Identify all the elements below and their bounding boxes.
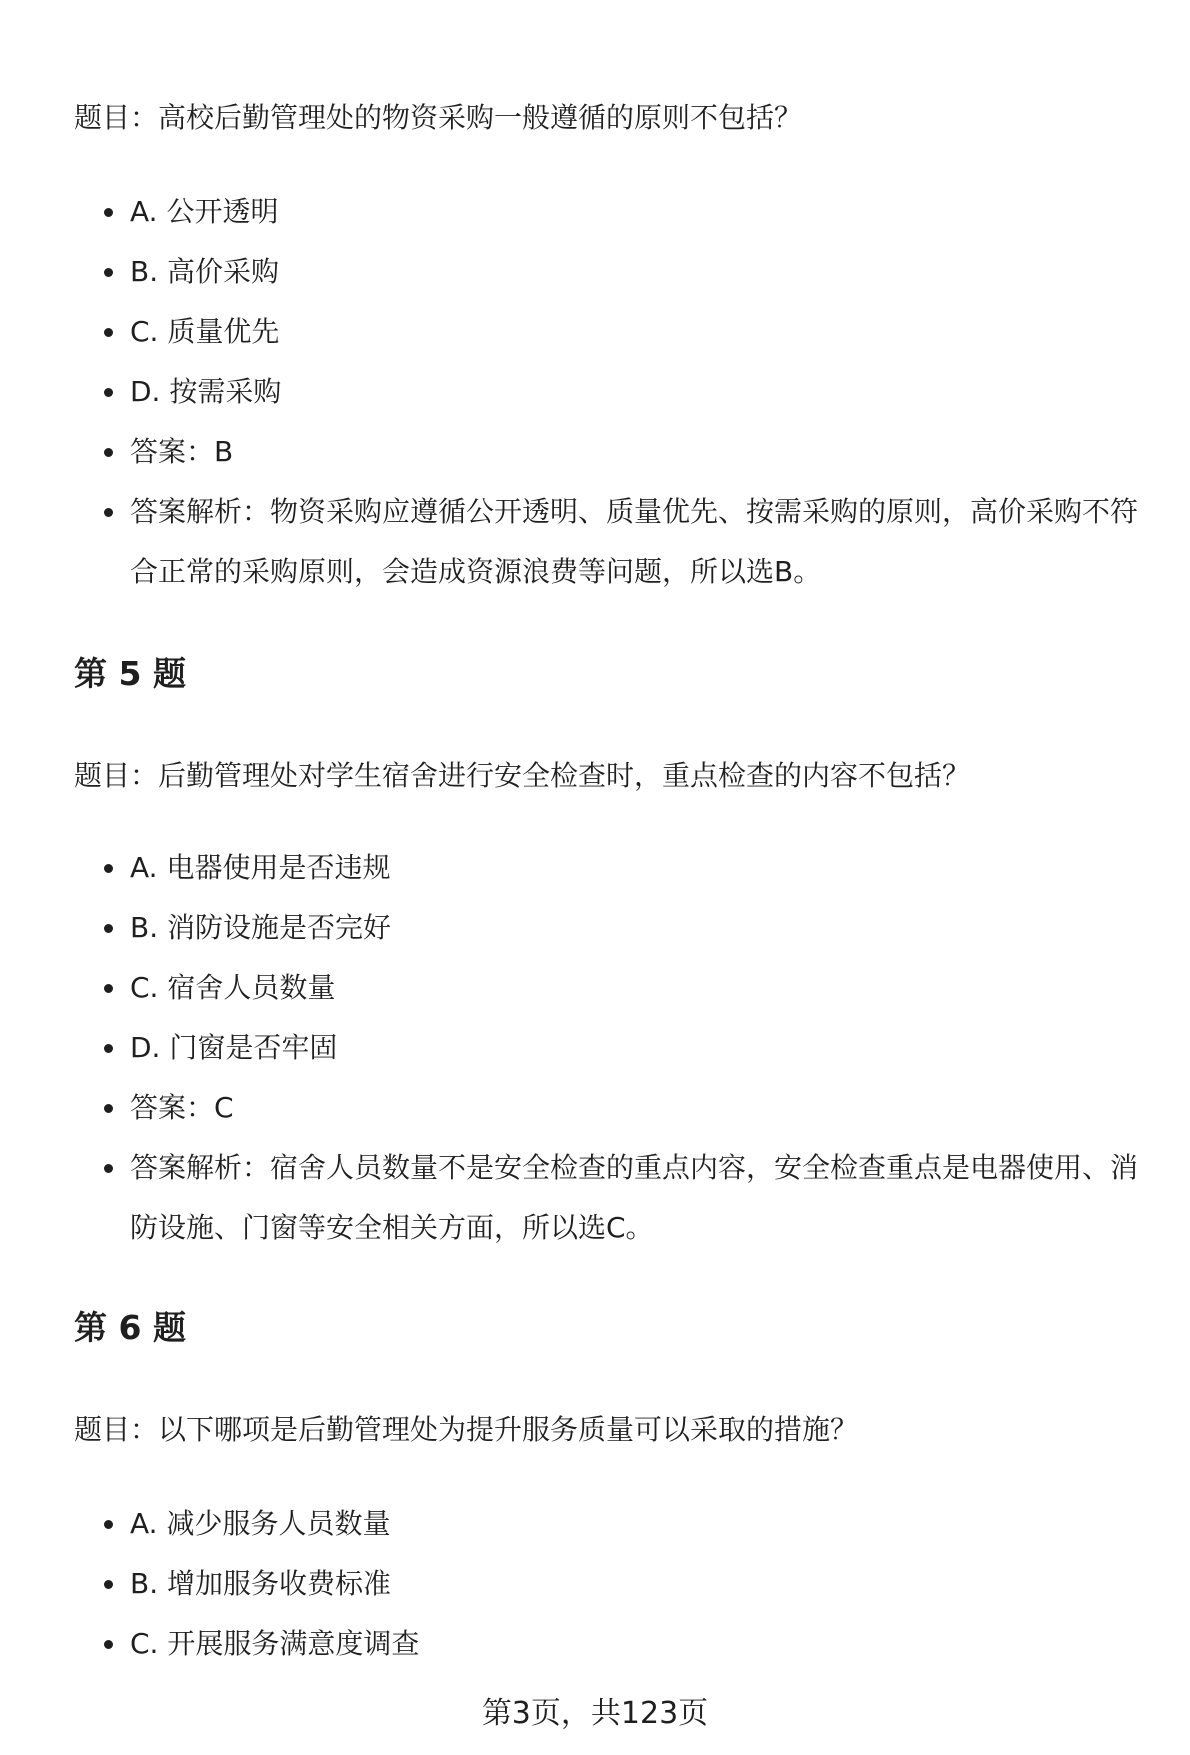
question-text: 题目：以下哪项是后勤管理处为提升服务质量可以采取的措施？ xyxy=(74,1413,859,1446)
bullet-icon xyxy=(104,208,113,217)
option-item: A. 电器使用是否违规 xyxy=(0,838,1190,898)
option-item: C. 开展服务满意度调查 xyxy=(0,1614,1190,1674)
option-item: B. 增加服务收费标准 xyxy=(0,1554,1190,1614)
bullet-icon xyxy=(104,924,113,933)
bullet-icon xyxy=(104,1104,113,1113)
bullet-icon xyxy=(104,984,113,993)
bullet-icon xyxy=(104,1044,113,1053)
question-text: 题目：高校后勤管理处的物资采购一般遵循的原则不包括？ xyxy=(74,101,803,134)
page-footer: 第3页，共123页 xyxy=(481,1696,709,1731)
bullet-icon xyxy=(104,864,113,873)
option-item: A. 减少服务人员数量 xyxy=(0,1494,1190,1554)
option-list xyxy=(0,182,1190,602)
option-item: D. 按需采购 xyxy=(0,362,1190,422)
option-list xyxy=(0,1494,1190,1674)
question-heading: 第 6 题 xyxy=(74,1308,186,1347)
bullet-icon xyxy=(104,1640,113,1649)
option-item: D. 门窗是否牢固 xyxy=(0,1018,1190,1078)
analysis-item: 答案解析：宿舍人员数量不是安全检查的重点内容，安全检查重点是电器使用、消防设施、门窗等安全相关方面，所以选C。 xyxy=(0,1138,1190,1258)
bullet-icon xyxy=(104,1580,113,1589)
bullet-icon xyxy=(104,448,113,457)
bullet-icon xyxy=(104,388,113,397)
answer-item: 答案：B xyxy=(0,422,1190,482)
option-item: B. 高价采购 xyxy=(0,242,1190,302)
option-list xyxy=(0,838,1190,1258)
answer-item: 答案：C xyxy=(0,1078,1190,1138)
bullet-icon xyxy=(104,328,113,337)
bullet-icon xyxy=(104,1520,113,1529)
option-item: C. 宿舍人员数量 xyxy=(0,958,1190,1018)
option-item: A. 公开透明 xyxy=(0,182,1190,242)
analysis-item: 答案解析：物资采购应遵循公开透明、质量优先、按需采购的原则，高价采购不符合正常的采购原则，会造成资源浪费等问题，所以选B。 xyxy=(0,482,1190,602)
bullet-icon xyxy=(104,268,113,277)
bullet-icon xyxy=(104,508,113,517)
bullet-icon xyxy=(104,1164,113,1173)
question-heading: 第 5 题 xyxy=(74,654,186,693)
option-item: C. 质量优先 xyxy=(0,302,1190,362)
option-item: B. 消防设施是否完好 xyxy=(0,898,1190,958)
question-text: 题目：后勤管理处对学生宿舍进行安全检查时，重点检查的内容不包括？ xyxy=(74,759,971,792)
